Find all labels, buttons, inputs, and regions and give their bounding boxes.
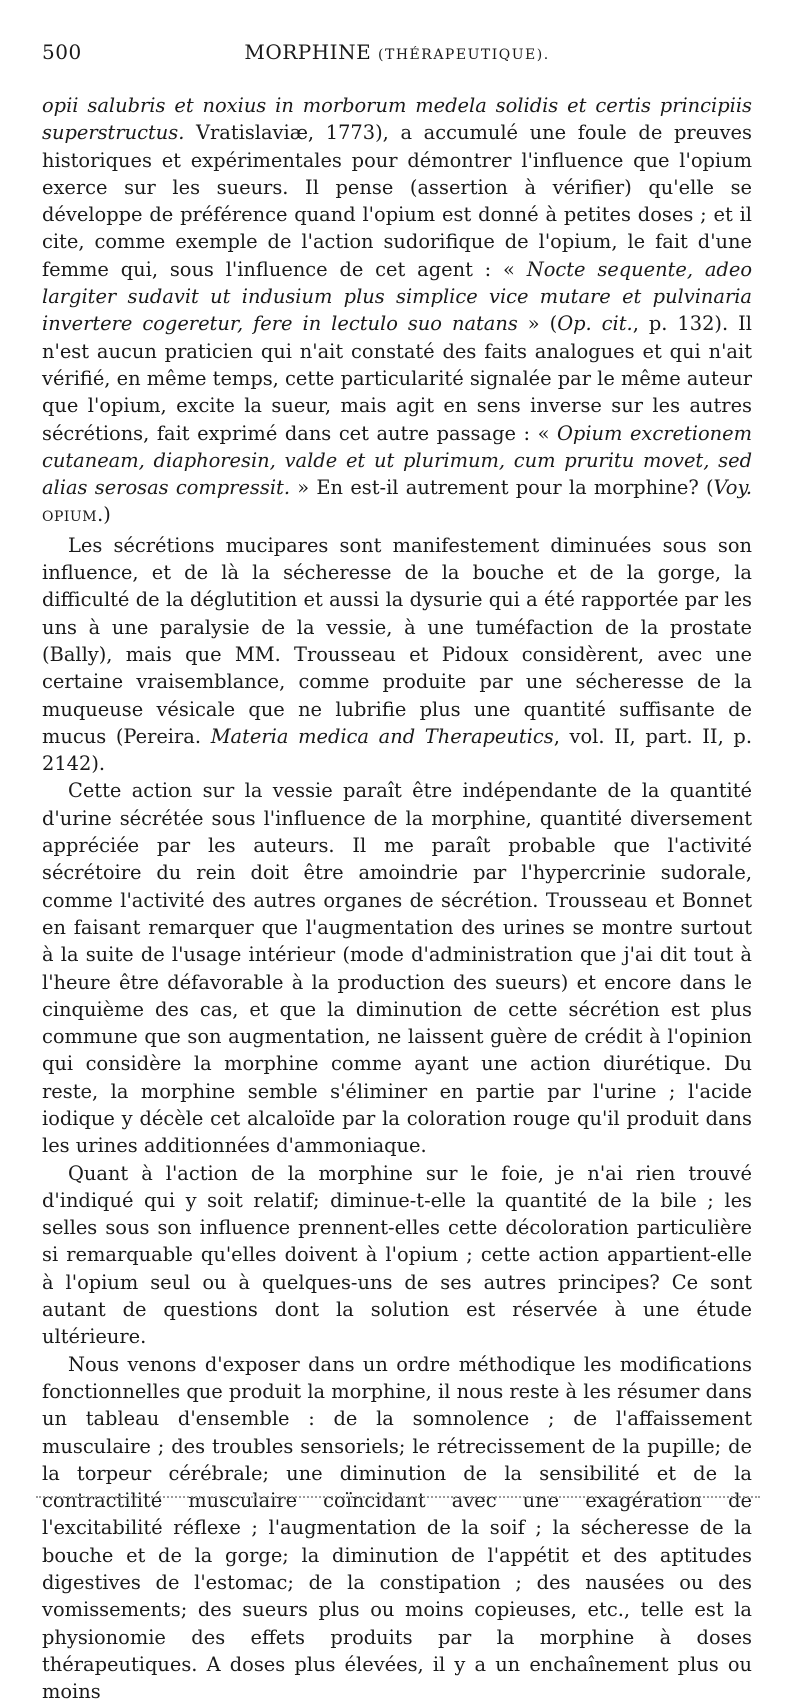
p1-text-b: » (	[517, 312, 558, 336]
paragraph-2	[42, 532, 752, 778]
book-title: Materia medica and Therapeutics	[210, 724, 554, 748]
paragraph-1	[42, 92, 752, 532]
p1-text-a: Vratislaviæ, 1773), a accumulé une foule de preuves historiques et expérimentales pour démontrer l'influence que l'opium exerce sur les sueurs. Il pense (assertion à vérifier) qu'elle se développe de préférence quand l'opium est donné à petites doses ; et il cite, comme exemple de l'action sudorifique de l'opium, le fait d'une femme qui, sous l'influence de cet agent : «	[42, 121, 752, 281]
op-cit: Op. cit.	[557, 312, 633, 336]
p2-text-b: , vol. II, part. II, p. 2142).	[42, 724, 752, 776]
running-title-main: MORPHINE	[244, 40, 372, 64]
voy-ref: Voy.	[713, 476, 752, 500]
page-number: 500	[42, 40, 82, 64]
running-title-sub: (THÉRAPEUTIQUE).	[378, 47, 550, 63]
latin-quote-2: Opium excretionem cutaneam, diaphoresin, valde et ut plurimum, cum pruritu movet, sed alias serosas compressit.	[42, 421, 752, 500]
paragraph-5: Nous venons d'exposer dans un ordre méthodique les modifications fonctionnelles que produit la morphine, il nous reste à les résumer dans un tableau d'ensemble : de la somnolence ; de l'affaissement musculaire ; des troubles sensoriels; le rétrecissement de la pupille; de la torpeur cérébrale; une diminution de la sensibilité et de la contractilité musculaire coïncidant avec une exagération de l'excitabilité réflexe ; l'augmentation de la soif ; la sécheresse de la bouche et de la gorge; la diminution de l'appétit et des aptitudes digestives de l'estomac; de la constipation ; des nausées ou des vomissements; des sueurs plus ou moins copieuses, etc., telle est la physionomie des effets produits par la morphine à doses thérapeutiques. A doses plus élevées, il y a un enchaînement plus ou moins	[42, 1352, 752, 1704]
p2-text-a: Les sécrétions mucipares sont manifestement diminuées sous son influence, et de là la sécheresse de la bouche et de la gorge, la difficulté de la déglutition et aussi la dysurie qui a été rapportée par les uns à une paralysie de la vessie, à une tuméfaction de la prostate (Bally), mais que MM. Trousseau et Pidoux considèrent, avec une certaine vraisemblance, comme produite par une sécheresse de la muqueuse vésicale que ne lubrifie plus une quantité suffisante de mucus (Pereira.	[42, 533, 752, 748]
paragraph-4: Quant à l'action de la morphine sur le foie, je n'ai rien trouvé d'indiqué qui y soit relatif; diminue-t-elle la quantité de la bile ; les selles sous son influence prennent-elles cette décoloration particulière si remarquable qu'elles doivent à l'opium ; cette action appartient-elle à l'opium seul ou à quelques-uns de ses autres principes? Ce sont autant de questions dont la solution est réservée à une étude ultérieure.	[42, 1161, 752, 1349]
running-title	[102, 40, 752, 64]
p1-text-d: » En est-il autrement pour la morphine? (	[290, 476, 714, 500]
footer-rule	[36, 1496, 760, 1498]
p1-text-e: .)	[97, 503, 111, 527]
latin-quote-1: Nocte sequente, adeo largiter sudavit ut indusium plus simplice vice mutare et pulvinaria invertere cogeretur, fere in lectulo suo natans	[42, 257, 752, 336]
p1-text-c: , p. 132). Il n'est aucun praticien qui n'ait constaté des faits analogues et qui n'ait vérifié, en même temps, cette particularité signalée par le même auteur que l'opium, excite la sueur, mais agit en sens inverse sur les autres sécrétions, fait exprimé dans cet autre passage : «	[42, 312, 752, 445]
running-header	[42, 40, 752, 92]
latin-title: opii salubris et noxius in morborum medela solidis et certis principiis superstructus.	[42, 94, 752, 145]
opium-crossref: OPIUM	[42, 509, 98, 526]
paragraph-3: Cette action sur la vessie paraît être indépendante de la quantité d'urine sécrétée sous l'influence de la morphine, quantité diversement appréciée par les auteurs. Il me paraît probable que l'activité sécrétoire du rein doit être amoindrie par l'hypercrinie sudorale, comme l'activité des autres organes de sécrétion. Trousseau et Bonnet en faisant remarquer que l'augmentation des urines se montre surtout à la suite de l'usage intérieur (mode d'administration que j'ai dit tout à l'heure être défavorable à la production des sueurs) et encore dans le cinquième des cas, et que la diminution de cette sécrétion est plus commune que son augmentation, ne laissent guère de crédit à l'opinion qui considère la morphine comme ayant une action diurétique. Du reste, la morphine semble s'éliminer en partie par l'urine ; l'acide iodique y décèle cet alcaloïde par la coloration rouge qu'il produit dans les urines additionnées d'ammoniaque.	[42, 779, 752, 1158]
